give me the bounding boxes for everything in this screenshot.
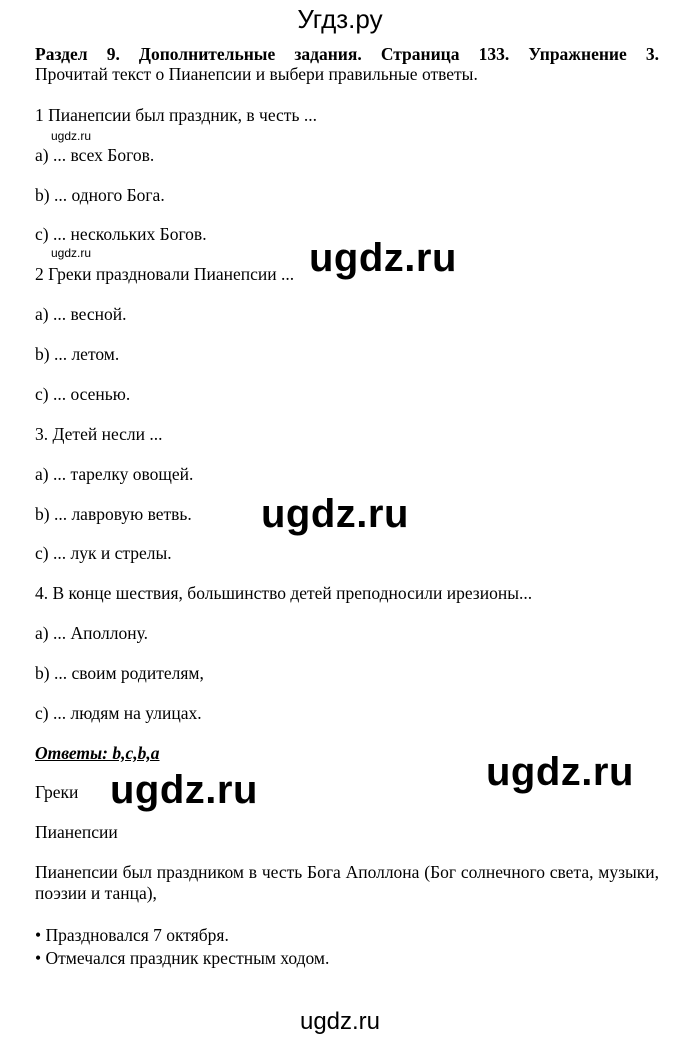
translation-bullet-1: • Праздновался 7 октября.: [35, 925, 229, 945]
bullet-text: Отмечался праздник крестным ходом.: [45, 948, 330, 968]
question-4-option-c: c) ... людям на улицах.: [35, 703, 202, 723]
question-1-option-b: b) ... одного Бога.: [35, 185, 165, 205]
watermark-big: ugdz.ru: [261, 492, 409, 536]
question-2-option-a: a) ... весной.: [35, 304, 127, 324]
watermark-small: ugdz.ru: [51, 246, 92, 260]
question-2-option-c: c) ... осенью.: [35, 384, 131, 404]
question-3-option-a: a) ... тарелку овощей.: [35, 464, 194, 484]
question-4-option-a: a) ... Аполлону.: [35, 623, 148, 643]
translation-subtitle: Пианепсии: [35, 822, 118, 842]
question-1-option-c: c) ... нескольких Богов.: [35, 224, 207, 244]
watermark-big: ugdz.ru: [110, 768, 258, 812]
watermark-small: ugdz.ru: [51, 129, 92, 143]
answers: Ответы: b,c,b,a: [35, 743, 160, 763]
question-1-option-a: a) ... всех Богов.: [35, 145, 155, 165]
watermark-big: ugdz.ru: [486, 750, 634, 794]
question-3-option-c: c) ... лук и стрелы.: [35, 543, 172, 563]
question-2: 2 Греки праздновали Пианепсии ...: [35, 264, 295, 284]
translation-paragraph: Пианепсии был праздником в честь Бога Аполлона (Бог солнечного света, музыки, поэзии и танца),: [35, 862, 659, 903]
translation-bullet-2: • Отмечался праздник крестным ходом.: [35, 948, 330, 968]
question-4-option-b: b) ... своим родителям,: [35, 663, 204, 683]
footer-watermark: ugdz.ru: [299, 1008, 381, 1035]
question-4: 4. В конце шествия, большинство детей преподносили ирезионы...: [35, 583, 533, 603]
translation-title: Греки: [35, 782, 79, 802]
instruction: Прочитай текст о Пианепсии и выбери правильные ответы.: [35, 64, 478, 84]
question-2-option-b: b) ... летом.: [35, 344, 120, 364]
question-3-option-b: b) ... лавровую ветвь.: [35, 504, 192, 524]
watermark-big: ugdz.ru: [309, 236, 457, 280]
site-title: Угдз.ру: [297, 4, 383, 34]
exercise-header: Раздел 9. Дополнительные задания. Страница 133. Упражнение 3.: [35, 44, 659, 64]
question-3: 3. Детей несли ...: [35, 424, 163, 444]
question-1: 1 Пианепсии был праздник, в честь ...: [35, 105, 317, 125]
bullet-text: Праздновался 7 октября.: [45, 925, 229, 945]
